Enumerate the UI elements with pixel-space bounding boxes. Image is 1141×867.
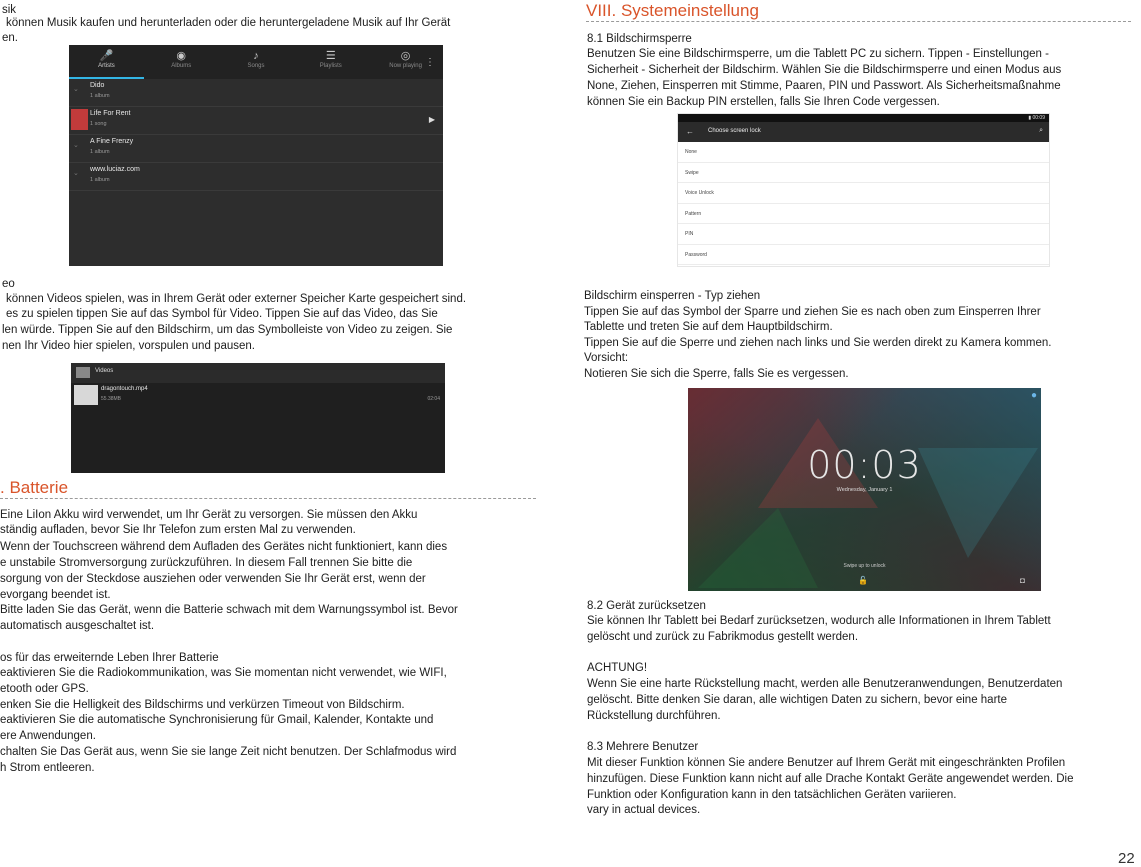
swipe-text-line: Tablette und treten Sie auf dem Hauptbildschirm. <box>584 321 833 333</box>
artist-row: ⌄ A Fine Frenzy 1 album <box>69 135 443 163</box>
battery-text-line: Eine LiIon Akku wird verwendet, um Ihr Gerät zu versorgen. Sie müssen den Akku <box>0 509 418 521</box>
s81-text-line: Sicherheit - Sicherheit der Bildschirm. Wählen Sie die Bildschirmsperre und einen Modus aus <box>587 64 1062 76</box>
battery-text-line: eaktivieren Sie die Radiokommunikation, was Sie momentan nicht verwendet, wie WIFI, <box>0 667 447 679</box>
screen-lock-settings-screenshot <box>677 113 1050 267</box>
section-divider <box>0 498 536 499</box>
s82-text-line: Sie können Ihr Tablett bei Bedarf zurücksetzen, wodurch alle Informationen in Ihrem Tablett <box>587 615 1051 627</box>
lock-option: Swipe <box>678 163 1049 184</box>
album-icon: ◉ <box>176 50 186 62</box>
s82-text-line: ACHTUNG! <box>587 662 648 674</box>
swipe-hint: Swipe up to unlock <box>843 563 886 569</box>
microphone-icon: 🎤 <box>99 50 114 62</box>
expand-icon: ⌄ <box>73 170 79 177</box>
battery-text-line: enken Sie die Helligkeit des Bildschirms und verkürzen Timeout von Bildschirm. <box>0 699 405 711</box>
tab-songs: ♪ Songs <box>219 45 294 79</box>
battery-text-line: h Strom entleeren. <box>0 762 95 774</box>
video-section-heading: eo <box>2 278 15 290</box>
lock-option: Voice Unlock <box>678 183 1049 204</box>
user-icon: ● <box>1030 390 1037 401</box>
swipe-text-line: Notieren Sie sich die Sperre, falls Sie es vergessen. <box>584 368 849 380</box>
s82-text-line: gelöscht und zurück zu Fabrikmodus gestellt werden. <box>587 631 859 643</box>
s83-text-line: vary in actual devices. <box>587 804 701 816</box>
status-bar: ▮ 00:09 <box>678 114 1049 122</box>
lock-title-bar: ← Choose screen lock ⌕ <box>678 122 1049 142</box>
video-text-line-2: es zu spielen tippen Sie auf das Symbol für Video. Tippen Sie auf das Video, das Sie <box>6 308 438 320</box>
battery-text-line: etooth oder GPS. <box>0 683 89 695</box>
system-settings-heading: VIII. Systemeinstellung <box>586 1 759 20</box>
swipe-text-line: Tippen Sie auf die Sperre und ziehen nach links und Sie werden direkt zu Kamera kommen. <box>584 337 1052 349</box>
album-art <box>71 109 88 130</box>
battery-text-line: chalten Sie Das Gerät aus, wenn Sie sie lange Zeit nicht benutzen. Der Schlafmodus wird <box>0 746 457 758</box>
battery-text-line: evorgang beendet ist. <box>0 589 111 601</box>
camera-icon: ◘ <box>1020 576 1025 585</box>
lock-option: Password <box>678 245 1049 266</box>
battery-text-line: sorgung von der Steckdose ausziehen oder verwenden Sie Ihr Gerät erst, wenn der <box>0 573 426 585</box>
s81-text-line: Benutzen Sie eine Bildschirmsperre, um die Tablett PC zu sichern. Tippen - Einstellungen - <box>587 48 1049 60</box>
battery-text-line: Bitte laden Sie das Gerät, wenn die Batterie schwach mit dem Warnungssymbol ist. Bevor <box>0 604 458 616</box>
battery-text-line: ere Anwendungen. <box>0 730 96 742</box>
list-icon: ☰ <box>325 50 336 62</box>
music-text-line-2: en. <box>2 32 18 44</box>
battery-text-line: Wenn der Touchscreen während dem Aufladen des Gerätes nicht funktioniert, kann dies <box>0 541 448 553</box>
artist-row: Life For Rent 1 song ▶ <box>69 107 443 135</box>
tab-now-playing: ◎ Now playing <box>368 45 443 79</box>
swipe-text-line: Vorsicht: <box>584 352 629 364</box>
lock-icon: 🔓 <box>858 576 868 585</box>
video-text-line-1: können Videos spielen, was in Ihrem Gerät oder externer Speicher Karte gespeichert sind. <box>6 293 467 305</box>
video-text-line-4: nen Ihr Video hier spielen, vorspulen und pausen. <box>2 340 255 352</box>
s81-text-line: können Sie ein Backup PIN erstellen, falls Sie Ihren Code vergessen. <box>587 96 940 108</box>
lock-date: Wednesday, January 1 <box>836 487 893 493</box>
expand-icon: ⌄ <box>73 86 79 93</box>
music-tab-bar <box>69 45 443 79</box>
music-note-icon: ♪ <box>253 50 259 62</box>
search-icon: ⌕ <box>1039 127 1043 134</box>
battery-text-line: ständig aufladen, bevor Sie Ihr Telefon zum ersten Mal zu verwenden. <box>0 524 356 536</box>
music-text-line-1: können Musik kaufen und herunterladen oder die heruntergeladene Musik auf Ihr Gerät <box>6 17 451 29</box>
video-app-screenshot <box>71 363 445 473</box>
back-arrow-icon: ← <box>686 127 694 136</box>
lock-option: Pattern <box>678 204 1049 225</box>
s82-text-line: Wenn Sie eine harte Rückstellung macht, werden alle Benutzeranwendungen, Benutzerdaten <box>587 678 1063 690</box>
section-divider <box>586 21 1131 22</box>
page-number: 22 <box>1118 850 1135 867</box>
s82-text-line: Rückstellung durchführen. <box>587 710 721 722</box>
video-thumbnail <box>74 385 98 405</box>
lock-clock: 00:03 <box>807 443 922 487</box>
battery-tips-heading: os für das erweiternde Leben Ihrer Batterie <box>0 652 219 664</box>
expand-icon: ⌄ <box>73 142 79 149</box>
tab-playlists: ☰ Playlists <box>293 45 368 79</box>
s82-text-line: 8.2 Gerät zurücksetzen <box>587 600 706 612</box>
s83-text-line: Funktion oder Konfiguration kann in den tatsächlichen Geräten variieren. <box>587 789 957 801</box>
s83-text-line: 8.3 Mehrere Benutzer <box>587 741 699 753</box>
play-icon: ▶ <box>428 115 435 124</box>
lock-screen-screenshot <box>688 388 1041 591</box>
artist-row: ⌄ www.luciaz.com 1 album <box>69 163 443 191</box>
s83-text-line: Mit dieser Funktion können Sie andere Benutzer auf Ihrem Gerät mit eingeschränkten Profilen <box>587 757 1066 769</box>
swipe-text-line: Tippen Sie auf das Symbol der Sparre und ziehen Sie es nach oben zum Einsperren Ihrer <box>584 306 1041 318</box>
music-section-heading: sik <box>2 4 17 16</box>
film-icon <box>76 367 90 378</box>
tab-artists: 🎤 Artists <box>69 45 144 79</box>
s81-text-line: None, Ziehen, Einsperren mit Stimme, Paaren, PIN und Passwort. Als Sicherheitsmaßnahme <box>587 80 1061 92</box>
overflow-menu-icon: ⋮ <box>425 57 435 68</box>
wallpaper-shape <box>698 508 818 588</box>
s83-text-line: hinzufügen. Diese Funktion kann nicht auf alle Drache Kontakt Geräte angewendet werden. Die <box>587 773 1074 785</box>
artist-row: ⌄ Dido 1 album <box>69 79 443 107</box>
tab-albums: ◉ Albums <box>144 45 219 79</box>
video-list-item: dragontouch.mp4 55.38MB 02:04 <box>71 383 445 407</box>
battery-heading: . Batterie <box>0 478 69 497</box>
music-app-screenshot <box>69 45 443 266</box>
battery-text-line: automatisch ausgeschaltet ist. <box>0 620 155 632</box>
lock-option: None <box>678 142 1049 163</box>
lock-option: PIN <box>678 224 1049 245</box>
battery-status-icon: ▮ <box>1028 115 1032 121</box>
battery-text-line: eaktivieren Sie die automatische Synchronisierung für Gmail, Kalender, Kontakte und <box>0 714 434 726</box>
s81-title: 8.1 Bildschirmsperre <box>587 33 692 45</box>
video-text-line-3: len würde. Tippen Sie auf den Bildschirm, um das Symbolleiste von Video zu zeigen. Sie <box>2 324 453 336</box>
battery-text-line: e unstabile Stromversorgung zurückzuführen. In diesem Fall trennen Sie bitte die <box>0 557 413 569</box>
video-title-bar: Videos <box>71 363 445 383</box>
swipe-text-line: Bildschirm einsperren - Typ ziehen <box>584 290 761 302</box>
now-playing-icon: ◎ <box>400 50 411 62</box>
s82-text-line: gelöscht. Bitte denken Sie daran, alle wichtigen Daten zu sichern, bevor eine harte <box>587 694 1008 706</box>
